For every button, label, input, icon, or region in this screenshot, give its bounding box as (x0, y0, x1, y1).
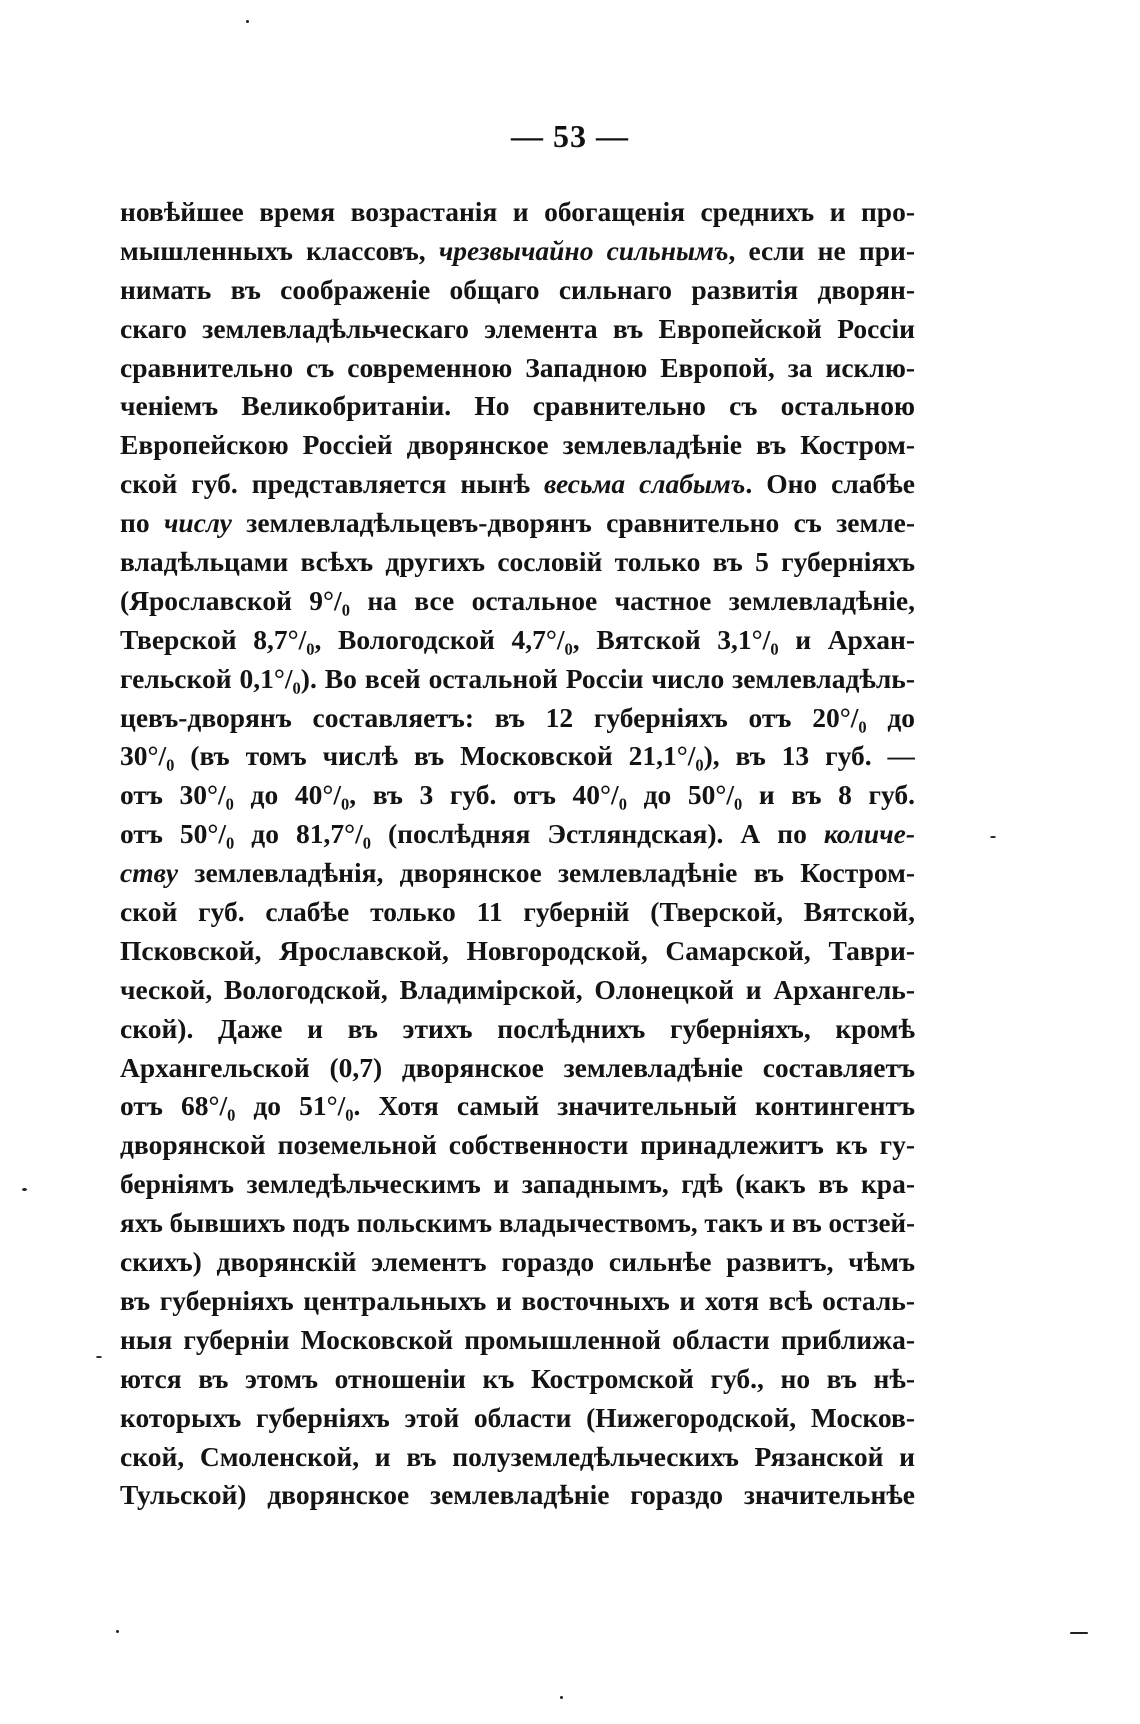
text-line (120, 426, 915, 465)
text-line (120, 1321, 915, 1360)
page-number: — 53 — (511, 118, 629, 154)
italic-phrase: числу (164, 507, 232, 539)
text-run: Псковской, Ярославской, Новгородской, Самарской, Таври- (120, 934, 915, 966)
body-text (120, 193, 915, 1515)
text-run: Тульской) дворянское землевладѣніе гораздо значительнѣе (120, 1479, 915, 1511)
italic-phrase: чрезвычайно сильнымъ (438, 234, 729, 266)
text-line (120, 1399, 915, 1438)
text-run: сравнительно съ современною Западною Европой, за исклю- (120, 351, 915, 383)
text-line (120, 1165, 915, 1204)
text-line (120, 737, 915, 776)
text-line (120, 1282, 915, 1321)
text-run: мышленныхъ классовъ, (120, 234, 439, 266)
text-line (120, 1360, 915, 1399)
scan-speck (560, 1696, 563, 1699)
text-line (120, 893, 915, 932)
scan-speck (1070, 1632, 1088, 1634)
text-run: ченіемъ Великобританіи. Но сравнительно съ остальною (120, 390, 915, 422)
text-run: которыхъ губерніяхъ этой области (Нижегородской, Москов- (120, 1401, 915, 1433)
text-run: ческой, Вологодской, Владимірской, Олонецкой и Архангель- (120, 973, 915, 1005)
text-line (120, 310, 915, 349)
text-run: (Ярославской 9°/₀ на все остальное частное землевладѣніе, (120, 584, 915, 616)
text-run: Тверской 8,7°/₀, Вологодской 4,7°/₀, Вятской 3,1°/₀ и Архан- (120, 623, 915, 655)
text-line (120, 1204, 915, 1243)
text-run: новѣйшее время возрастанія и обогащенія среднихъ и про- (120, 196, 915, 227)
scan-speck (22, 1188, 27, 1191)
text-run: . Оно слабѣе (745, 468, 915, 500)
text-line (120, 1243, 915, 1282)
text-line (120, 1126, 915, 1165)
italic-phrase: количе- (823, 818, 915, 850)
text-run: отъ 68°/₀ до 51°/₀. Хотя самый значительный контингентъ (120, 1090, 915, 1122)
text-run: владѣльцами всѣхъ другихъ сословій только въ 5 губерніяхъ (120, 546, 915, 578)
text-line (120, 971, 915, 1010)
text-line (120, 349, 915, 388)
text-run: , если не при- (728, 234, 915, 266)
text-line (120, 1049, 915, 1088)
text-run: ской губ. представляется нынѣ (120, 468, 544, 500)
text-line (120, 776, 915, 815)
text-line (120, 932, 915, 971)
text-line (120, 232, 915, 271)
text-run: ской, Смоленской, и въ полуземледѣльческихъ Рязанской и (120, 1440, 915, 1472)
text-line (120, 699, 915, 738)
text-line (120, 1087, 915, 1126)
text-run: отъ 30°/₀ до 40°/₀, въ 3 губ. отъ 40°/₀ до 50°/₀ и въ 8 губ. (120, 779, 915, 811)
text-run: нимать въ соображеніе общаго сильнаго развитія дворян- (120, 273, 915, 305)
text-line (120, 1476, 915, 1515)
text-line (120, 193, 915, 232)
text-line (120, 1010, 915, 1049)
text-run: берніямъ земледѣльческимъ и западнымъ, гдѣ (какъ въ кра- (120, 1168, 915, 1200)
scan-speck (116, 1630, 119, 1633)
scan-speck (246, 20, 249, 23)
text-run: ской губ. слабѣе только 11 губерній (Тверской, Вятской, (120, 896, 915, 928)
text-line (120, 465, 915, 504)
text-run: цевъ-дворянъ составляетъ: въ 12 губерніяхъ отъ 20°/₀ до (120, 701, 915, 733)
text-run: яхъ бывшихъ подъ польскимъ владычествомъ, такъ и въ остзей- (120, 1208, 915, 1239)
text-run: Европейскою Россіей дворянское землевладѣніе въ Костром- (120, 429, 915, 461)
text-line (120, 504, 915, 543)
text-run: ются въ этомъ отношеніи къ Костромской губ., но въ нѣ- (120, 1362, 915, 1394)
text-run: землевладѣнія, дворянское землевладѣніе въ Костром- (178, 857, 915, 889)
text-run: дворянской поземельной собственности принадлежитъ къ гу- (120, 1129, 915, 1161)
text-line (120, 543, 915, 582)
text-run: гельской 0,1°/₀). Во всей остальной Россіи число землевладѣль- (120, 662, 915, 694)
scan-speck (96, 1356, 102, 1358)
text-run: скаго землевладѣльческаго элемента въ Европейской Россіи (120, 312, 915, 344)
scan-speck (990, 836, 996, 838)
text-line (120, 621, 915, 660)
text-run: отъ 50°/₀ до 81,7°/₀ (послѣдняя Эстляндская). А по (120, 818, 824, 850)
text-run: ской). Даже и въ этихъ послѣднихъ губерніяхъ, кромѣ (120, 1012, 915, 1044)
text-line (120, 854, 915, 893)
text-run: землевладѣльцевъ-дворянъ сравнительно съ земле- (231, 507, 915, 539)
text-line (120, 387, 915, 426)
text-line (120, 815, 915, 854)
text-run: по (120, 507, 164, 539)
text-run: Архангельской (0,7) дворянское землевладѣніе составляетъ (120, 1051, 915, 1083)
text-run: 30°/₀ (въ томъ числѣ въ Московской 21,1°/₀), въ 13 губ. — (120, 740, 915, 772)
text-line (120, 271, 915, 310)
text-line (120, 1438, 915, 1477)
italic-phrase: ству (120, 857, 179, 889)
text-run: въ губерніяхъ центральныхъ и восточныхъ и хотя всѣ осталь- (120, 1284, 915, 1316)
text-run: ныя губерніи Московской промышленной области приближа- (120, 1323, 915, 1355)
text-run: скихъ) дворянскій элементъ гораздо сильнѣе развитъ, чѣмъ (120, 1246, 915, 1278)
text-line (120, 660, 915, 699)
italic-phrase: весьма слабымъ (544, 468, 746, 500)
text-line (120, 582, 915, 621)
